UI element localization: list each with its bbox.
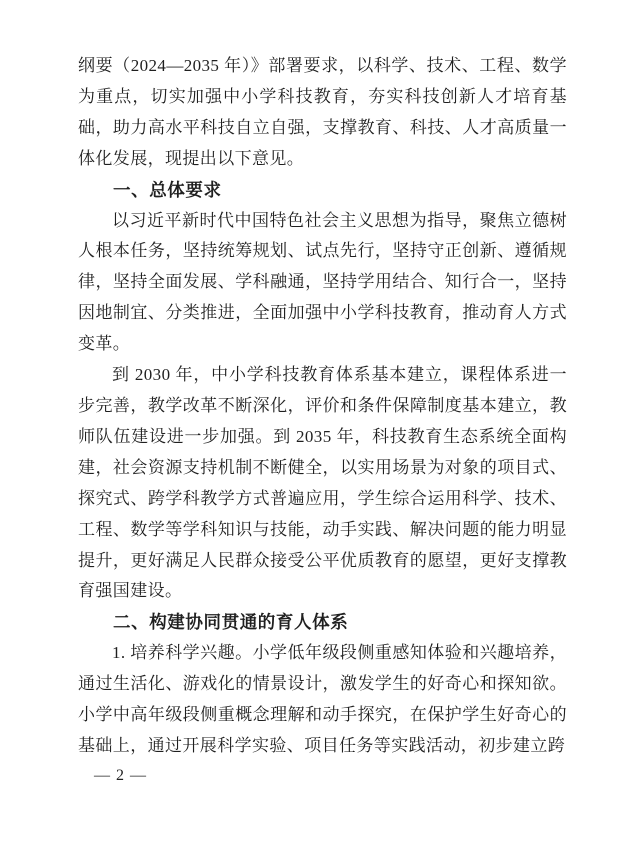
page-number: — 2 — [94,767,147,784]
paragraph-guiding-ideology: 以习近平新时代中国特色社会主义思想为指导，聚焦立德树人根本任务，坚持统筹规划、试点先行，坚持守正创新、遵循规律，坚持全面发展、学科融通，坚持学用结合、知行合一，坚持因地制宜、分类推进，全面加强中小学科技教育，推动育人方式变革。 [78,210,567,354]
paragraph-item-1-science-interest: 1. 培养科学兴趣。小学低年级段侧重感知体验和兴趣培养，通过生活化、游戏化的情景设计，激发学生的好奇心和探知欲。小学中高年级段侧重概念理解和动手探究，在保护学生好奇心的基础上，通过开展科学实验、项目任务等实践活动，初步建立跨 [78,643,567,755]
section-heading-overall-requirements: 一、总体要求 [113,179,222,200]
document-body [78,51,567,762]
paragraph-2030-2035-goals: 到 2030 年，中小学科技教育体系基本建立，课程体系进一步完善，教学改革不断深化，评价和条件保障制度基本建立，教师队伍建设进一步加强。到 2035 年，科技教育生态系统全面构建，社会资源支持机制不断健全，以实用场景为对象的项目式、探究式、跨学科教学方式普遍应用，学生综合运用科学、技术、工程、数学等学科知识与技能，动手实践、解决问题的能力明显提升，更好满足人民群众接受公平优质教育的愿望，更好支撑教育强国建设。 [78,365,567,601]
section-heading-education-system: 二、构建协同贯通的育人体系 [113,612,349,633]
paragraph-continuation-intro: 纲要（2024—2035 年）》部署要求，以科学、技术、工程、数学为重点，切实加强中小学科技教育，夯实科技创新人才培育基础，助力高水平科技自立自强，支撑教育、科技、人才高质量一体化发展，现提出以下意见。 [78,56,567,168]
